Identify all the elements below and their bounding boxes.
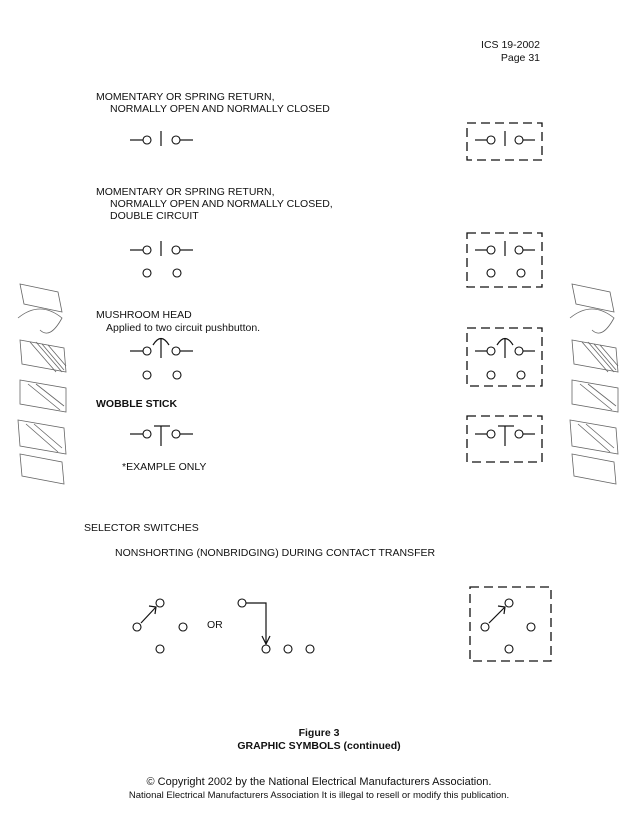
section-mushroom-title: MUSHROOM HEAD — [96, 309, 192, 321]
figure-title: GRAPHIC SYMBOLS (continued) — [237, 740, 401, 752]
section-selector-title: SELECTOR SWITCHES — [84, 522, 199, 534]
section-momentary-line2: NORMALLY OPEN AND NORMALLY CLOSED — [110, 103, 330, 115]
figure-number: Figure 3 — [298, 727, 340, 739]
section-double-line3: DOUBLE CIRCUIT — [110, 210, 199, 222]
nema-logo-right — [570, 284, 618, 484]
page-number: Page 31 — [500, 52, 540, 64]
document-id: ICS 19-2002 — [481, 39, 540, 51]
section-selector-subtitle: NONSHORTING (NONBRIDGING) DURING CONTACT TRANSFER — [115, 547, 436, 559]
section-momentary-line1: MOMENTARY OR SPRING RETURN, — [96, 91, 275, 103]
section-double-line1: MOMENTARY OR SPRING RETURN, — [96, 186, 275, 198]
section-double-line2: NORMALLY OPEN AND NORMALLY CLOSED, — [110, 198, 333, 210]
section-mushroom-note: Applied to two circuit pushbutton. — [106, 322, 261, 334]
nema-logo-left — [18, 284, 66, 484]
section-wobble-title: WOBBLE STICK — [96, 398, 178, 410]
footer-notice: National Electrical Manufacturers Association It is illegal to resell or modify this publication. — [128, 790, 510, 801]
footer-copyright: © Copyright 2002 by the National Electrical Manufacturers Association. — [146, 776, 492, 788]
section-wobble-note: *EXAMPLE ONLY — [122, 461, 207, 473]
selector-or-label: OR — [207, 619, 223, 631]
